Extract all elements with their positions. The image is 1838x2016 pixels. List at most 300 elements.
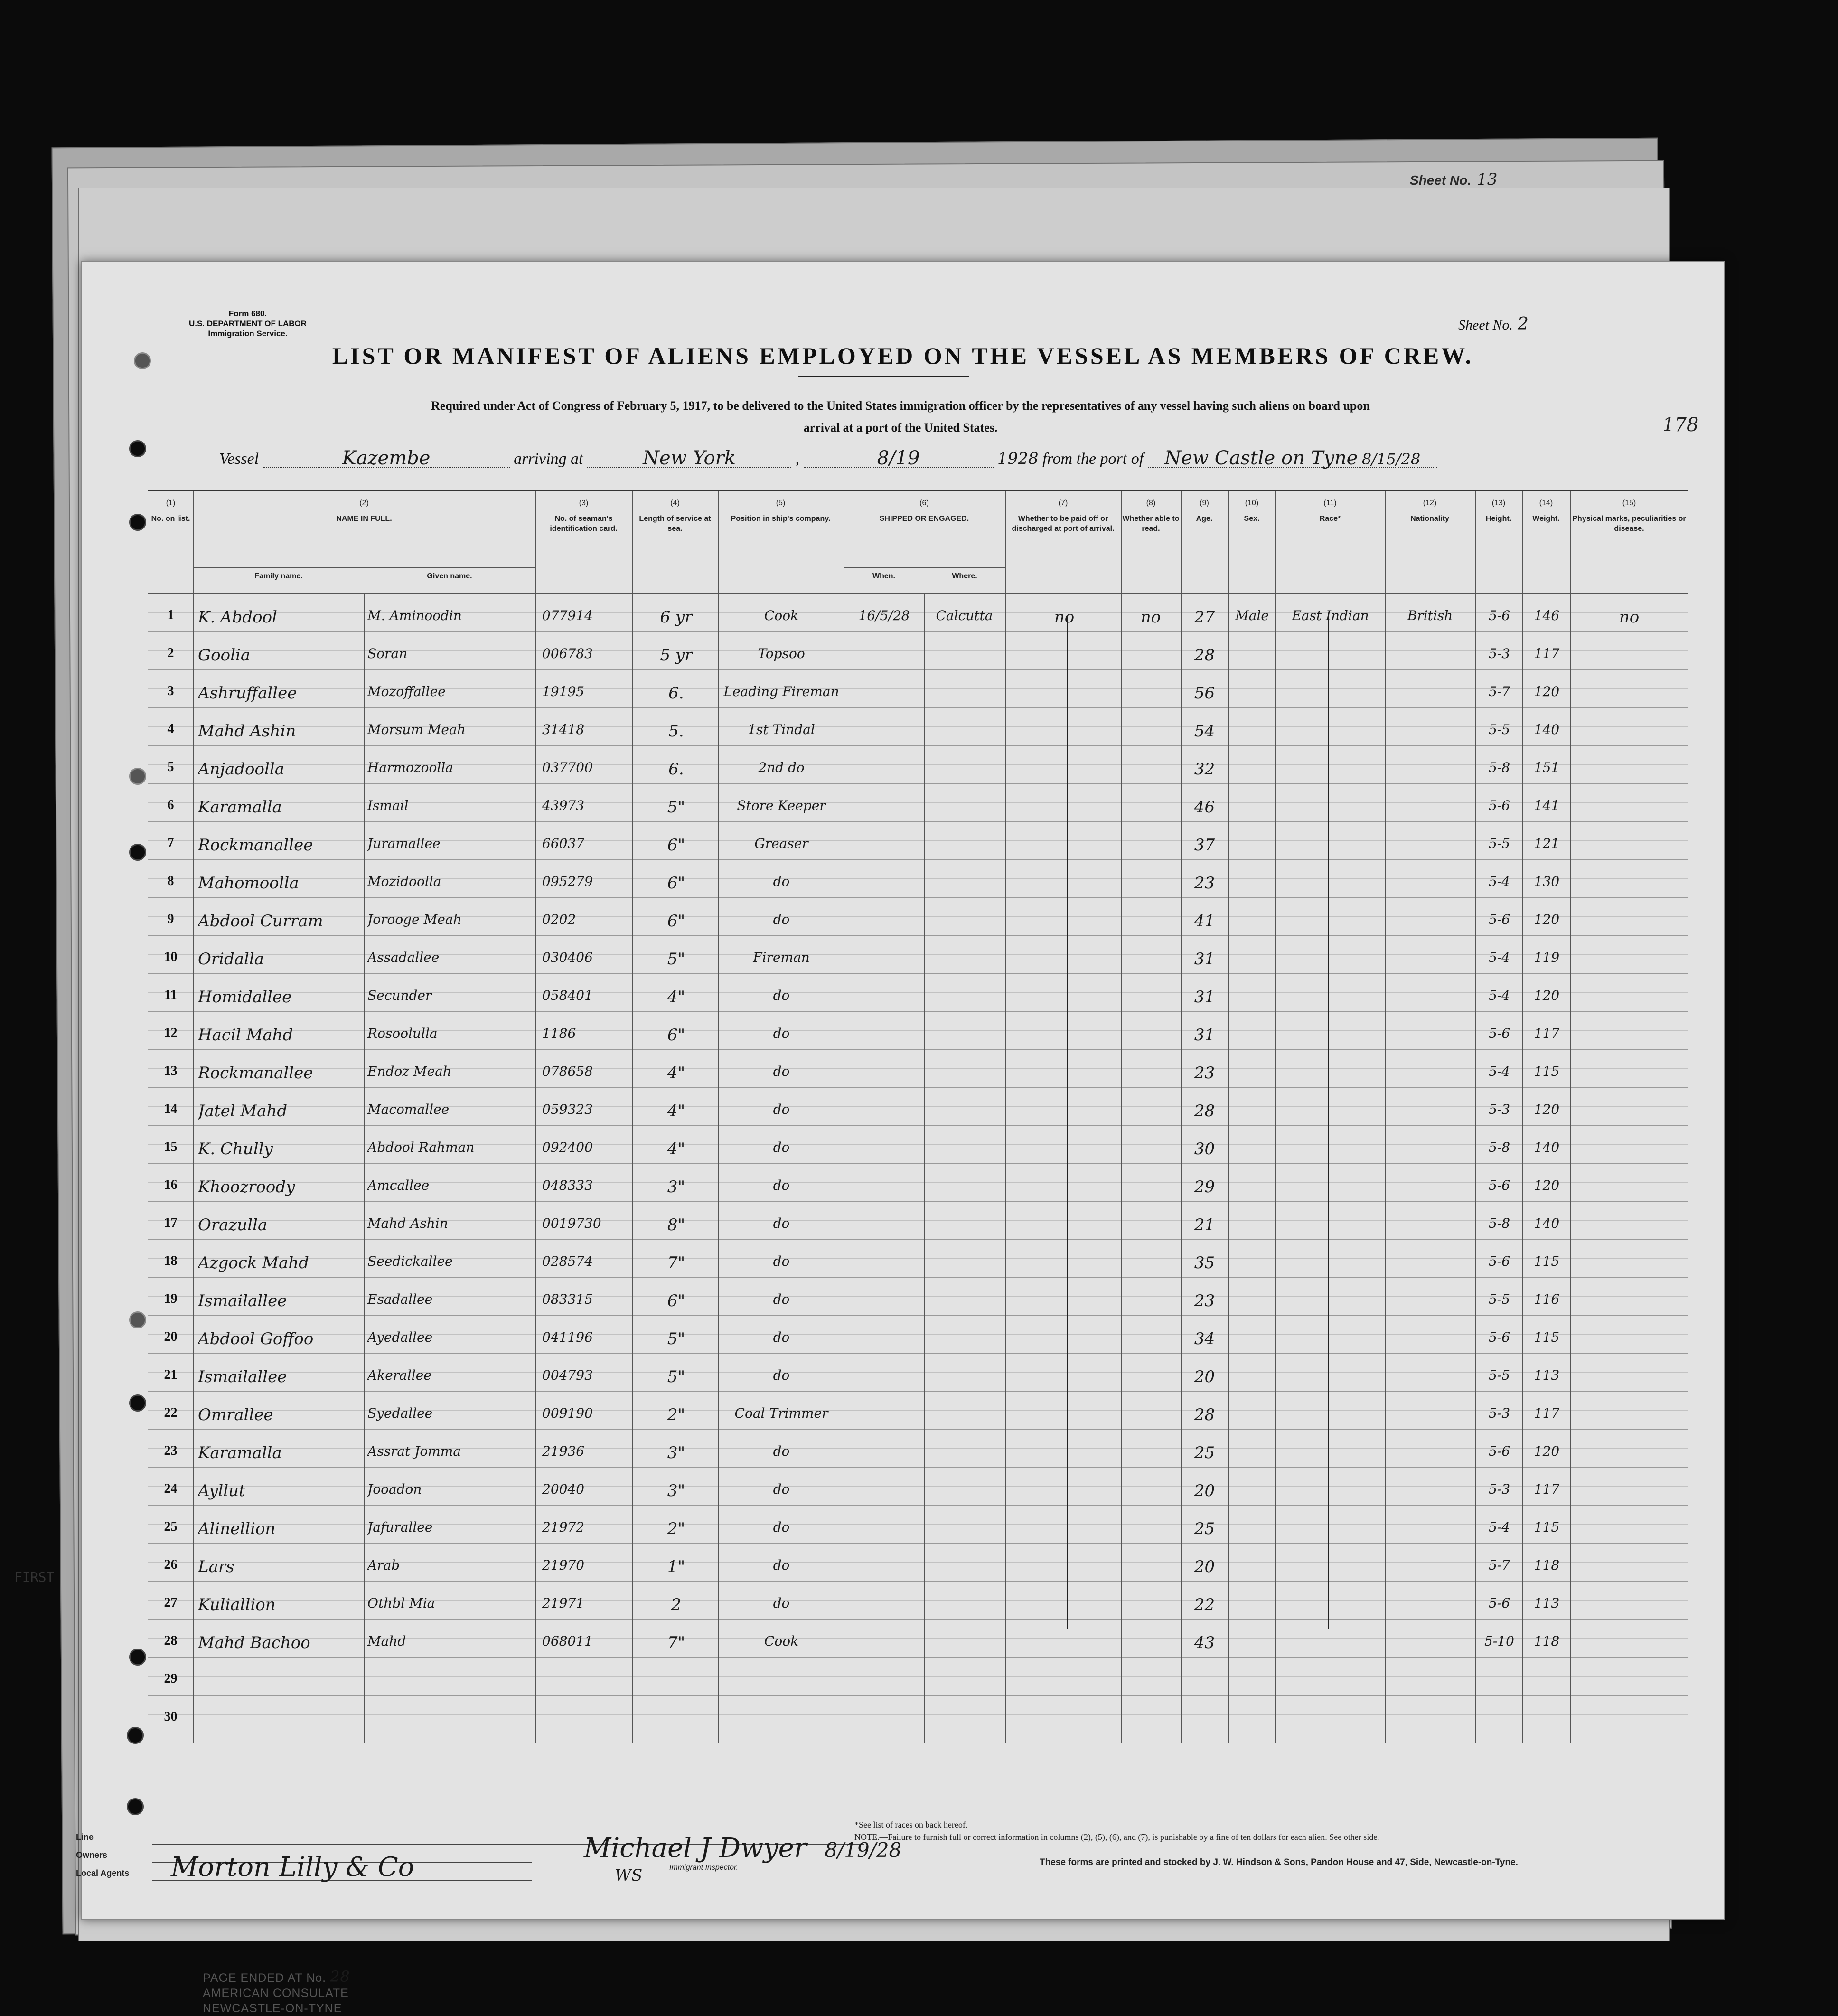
form-identifier [177, 309, 319, 339]
cell-family [198, 1671, 362, 1695]
cell-read [1122, 1291, 1179, 1315]
cell-paid [1007, 1405, 1121, 1429]
cell-sex [1229, 950, 1275, 973]
cell-age: 20 [1194, 1557, 1215, 1576]
signature-initials: WS [615, 1866, 643, 1885]
punch-hole [129, 440, 146, 457]
cell-family: Karamalla [198, 1443, 282, 1462]
cell-age: 21 [1194, 1215, 1215, 1234]
header-card: (3) No. of seaman's identification card. [535, 491, 633, 593]
column-rule [1570, 593, 1571, 1743]
cell-read [1122, 1709, 1179, 1733]
cell-when [845, 950, 923, 973]
cell-when [845, 1519, 923, 1543]
footer-labels [76, 1828, 129, 1882]
cell-no: 21 [164, 1367, 178, 1382]
table-row [148, 973, 1688, 1012]
cell-height: 5-4 [1488, 950, 1510, 965]
cell-sex [1229, 1178, 1275, 1201]
cell-service: 3" [667, 1443, 685, 1462]
table-row [148, 745, 1688, 784]
cell-family: Abdool Goffoo [198, 1329, 314, 1348]
cell-weight: 115 [1534, 1253, 1560, 1269]
cell-service [637, 1709, 715, 1733]
sheet-number-label: Sheet No. [1458, 317, 1513, 333]
cell-position: do [773, 1178, 790, 1193]
cell-when [845, 798, 923, 821]
stamp-page-ended: PAGE ENDED AT No. [203, 1971, 327, 1985]
cell-paid [1007, 1443, 1121, 1467]
cell-family: Ismailallee [198, 1367, 287, 1386]
cell-sex [1229, 1481, 1275, 1505]
cell-position: Coal Trimmer [734, 1405, 828, 1421]
cell-where [925, 646, 1003, 669]
cell-read [1122, 1178, 1179, 1201]
cell-service: 2" [667, 1519, 685, 1538]
cell-no: 5 [167, 760, 174, 774]
cell-card: 037700 [542, 760, 593, 775]
cell-service: 4" [667, 988, 685, 1007]
cell-family: K. Abdool [198, 608, 277, 627]
cell-position: Fireman [753, 950, 810, 965]
cell-height: 5-6 [1488, 1026, 1510, 1041]
subtitle-line-2: arrival at a port of the United States. [803, 421, 998, 434]
arrival-port: New York [643, 447, 736, 469]
cell-race [1277, 1064, 1384, 1087]
punch-hole [129, 768, 146, 785]
cell-nationality [1386, 722, 1474, 745]
cell-read [1122, 684, 1179, 707]
cell-race [1277, 836, 1384, 859]
cell-family: Hacil Mahd [198, 1026, 293, 1045]
cell-family: Jatel Mahd [198, 1102, 288, 1121]
cell-read [1122, 1367, 1179, 1391]
punch-hole [129, 514, 146, 531]
header-name: (2) NAME IN FULL. [193, 491, 536, 593]
stamp-page-ended-value: 28 [330, 1968, 350, 1986]
table-row [148, 1657, 1688, 1696]
cell-sex [1229, 1671, 1275, 1695]
cell-when [845, 1064, 923, 1087]
cell-height: 5-8 [1488, 1215, 1510, 1231]
cell-family: Goolia [198, 646, 251, 665]
consulate-stamp [203, 1969, 350, 2016]
cell-nationality [1386, 798, 1474, 821]
cell-position: do [773, 1481, 790, 1497]
cell-sex [1229, 1140, 1275, 1163]
cell-service: 7" [667, 1633, 685, 1652]
vessel-label: Vessel [219, 450, 259, 468]
cell-weight: 116 [1534, 1291, 1560, 1307]
cell-race [1277, 1102, 1384, 1125]
cell-paid [1007, 684, 1121, 707]
cell-race [1277, 1178, 1384, 1201]
cell-card: 31418 [542, 722, 585, 737]
cell-age: 23 [1194, 874, 1215, 893]
cell-weight: 121 [1534, 836, 1560, 851]
cell-paid: no [1054, 608, 1075, 627]
cell-position: do [773, 1140, 790, 1155]
table-row [148, 1277, 1688, 1316]
cell-card: 009190 [542, 1405, 593, 1421]
cell-nationality [1386, 950, 1474, 973]
cell-service: 6 yr [660, 608, 693, 627]
cell-family: Khoozroody [198, 1178, 295, 1196]
cell-given: Jooadon [367, 1481, 422, 1497]
cell-read [1122, 1064, 1179, 1087]
cell-sex [1229, 836, 1275, 859]
cell-family: Mahomoolla [198, 874, 299, 893]
cell-where [925, 1519, 1003, 1543]
cell-when [845, 874, 923, 897]
cell-service: 8" [667, 1215, 685, 1234]
cell-nationality [1386, 874, 1474, 897]
cell-where [925, 1405, 1003, 1429]
cell-height: 5-5 [1488, 1367, 1510, 1383]
footnotes [854, 1818, 1519, 1843]
cell-where [925, 1291, 1003, 1315]
cell-no: 30 [164, 1709, 178, 1724]
cell-given: Mozidoolla [367, 874, 441, 889]
column-rule [364, 593, 365, 1743]
cell-age: 25 [1194, 1443, 1215, 1462]
subtitle-line-1: Required under Act of Congress of February 5, 1917, to be delivered to the United States immigration officer by the representatives of any vessel having such aliens on board upon [431, 399, 1370, 413]
cell-service: 6" [667, 836, 685, 855]
cell-card: 004793 [542, 1367, 593, 1383]
cell-height: 5-6 [1488, 1443, 1510, 1459]
cell-weight: 117 [1534, 1481, 1560, 1497]
cell-height: 5-7 [1488, 1557, 1510, 1573]
arrival-year: 1928 [997, 449, 1039, 468]
cell-height: 5-6 [1488, 1595, 1510, 1611]
table-row [148, 593, 1688, 632]
cell-race [1277, 1481, 1384, 1505]
cell-card: 095279 [542, 874, 593, 889]
cell-position: 2nd do [758, 760, 805, 775]
cell-card: 21972 [542, 1519, 585, 1535]
cell-weight: 115 [1534, 1329, 1560, 1345]
cell-age: 25 [1194, 1519, 1215, 1538]
cell-age: 28 [1194, 646, 1215, 665]
cell-position: do [773, 1367, 790, 1383]
header-paid-off: (7) Whether to be paid off or discharged at port of arrival. [1005, 491, 1122, 593]
cell-height: 5-4 [1488, 874, 1510, 889]
cell-nationality [1386, 1102, 1474, 1125]
cell-marks [1572, 798, 1686, 821]
cell-when [845, 1595, 923, 1619]
cell-paid [1007, 1519, 1121, 1543]
cell-given: Soran [367, 646, 408, 661]
cell-sex [1229, 798, 1275, 821]
cell-weight: 141 [1534, 798, 1560, 813]
cell-position: do [773, 1291, 790, 1307]
cell-marks [1572, 1443, 1686, 1467]
cell-sex [1229, 1557, 1275, 1581]
cell-marks [1572, 1367, 1686, 1391]
cell-race [1277, 798, 1384, 821]
header-where: Where. [952, 572, 977, 580]
cell-height: 5-5 [1488, 722, 1510, 737]
cell-when [845, 1481, 923, 1505]
cell-family: Lars [198, 1557, 234, 1576]
cell-paid [1007, 1557, 1121, 1581]
cell-position: do [773, 988, 790, 1003]
cell-card: 092400 [542, 1140, 593, 1155]
cell-where [925, 1102, 1003, 1125]
table-row [148, 1315, 1688, 1354]
column-rule [1181, 593, 1182, 1743]
cell-paid [1007, 1671, 1121, 1695]
cell-position: do [773, 874, 790, 889]
table-row [148, 897, 1688, 936]
cell-given: Assrat Jomma [367, 1443, 461, 1459]
cell-no: 25 [164, 1519, 178, 1534]
cell-race [1277, 1595, 1384, 1619]
header-race: (11) Race* [1275, 491, 1386, 593]
cell-service: 4" [667, 1102, 685, 1121]
cell-paid [1007, 1709, 1121, 1733]
department-name: U.S. DEPARTMENT OF LABOR [188, 319, 307, 328]
cell-no: 15 [164, 1140, 178, 1154]
cell-read [1122, 836, 1179, 859]
cell-sex [1229, 1064, 1275, 1087]
table-row [148, 669, 1688, 708]
cell-age: 31 [1194, 1026, 1215, 1045]
cell-when: 16/5/28 [858, 608, 910, 623]
cell-no: 2 [167, 646, 174, 660]
table-row [148, 1391, 1688, 1430]
table-row [148, 1581, 1688, 1620]
cell-paid [1007, 874, 1121, 897]
cell-read [1122, 1481, 1179, 1505]
cell-height: 5-5 [1488, 1291, 1510, 1307]
cell-race [1277, 1519, 1384, 1543]
cell-read [1122, 760, 1179, 783]
cell-card: 1186 [542, 1026, 576, 1041]
cell-no: 18 [164, 1253, 178, 1268]
cell-position: do [773, 1064, 790, 1079]
cell-race [1277, 1709, 1384, 1733]
cell-marks [1572, 950, 1686, 973]
service-name: Immigration Service. [208, 329, 288, 338]
cell-given: Ayedallee [367, 1329, 433, 1345]
cell-weight: 130 [1534, 874, 1560, 889]
table-row [148, 1239, 1688, 1278]
cell-paid [1007, 988, 1121, 1011]
cell-family: K. Chully [198, 1140, 273, 1159]
header-position: (5) Position in ship's company. [718, 491, 844, 593]
cell-no: 22 [164, 1405, 178, 1420]
cell-sex [1229, 760, 1275, 783]
cell-when [845, 1709, 923, 1733]
cell-no: 28 [164, 1633, 178, 1648]
cell-read [1122, 912, 1179, 935]
departure-port-field [1148, 447, 1437, 468]
cell-nationality [1386, 760, 1474, 783]
cell-height [1476, 1671, 1522, 1695]
cell-age: 23 [1194, 1291, 1215, 1310]
cell-given: Juramallee [367, 836, 441, 851]
cell-position: do [773, 1215, 790, 1231]
cell-race [1277, 646, 1384, 669]
cell-nationality [1386, 1291, 1474, 1315]
cell-given: Jorooge Meah [367, 912, 462, 927]
cell-weight: 117 [1534, 1026, 1560, 1041]
cell-marks [1572, 1102, 1686, 1125]
cell-read [1122, 1253, 1179, 1277]
cell-no: 19 [164, 1291, 178, 1306]
cell-marks [1572, 1253, 1686, 1277]
cell-sex [1229, 874, 1275, 897]
cell-read [1122, 1329, 1179, 1353]
cell-race [1277, 760, 1384, 783]
signature-name: Michael J Dwyer [584, 1833, 807, 1864]
cell-height: 5-6 [1488, 912, 1510, 927]
ditto-bracket [1067, 615, 1068, 1629]
cell-where [925, 874, 1003, 897]
cell-no: 11 [164, 988, 177, 1002]
table-row [148, 1201, 1688, 1240]
cell-where [925, 1329, 1003, 1353]
cell-weight: 117 [1534, 1405, 1560, 1421]
cell-sex [1229, 988, 1275, 1011]
cell-nationality [1386, 1481, 1474, 1505]
cell-read [1122, 1633, 1179, 1657]
cell-no: 3 [167, 684, 174, 698]
cell-age: 20 [1194, 1481, 1215, 1500]
cell-marks [1572, 684, 1686, 707]
cell-card: 058401 [542, 988, 593, 1003]
cell-paid [1007, 1253, 1121, 1277]
cell-when [845, 1329, 923, 1353]
cell-nationality [1386, 1064, 1474, 1087]
cell-age: 30 [1194, 1140, 1215, 1159]
cell-weight: 117 [1534, 646, 1560, 661]
cell-service: 7" [667, 1253, 685, 1272]
cell-height: 5-4 [1488, 1064, 1510, 1079]
cell-nationality [1386, 1595, 1474, 1619]
cell-where [925, 1443, 1003, 1467]
cell-card: 0202 [542, 912, 576, 927]
stamp-consulate: AMERICAN CONSULATE [203, 1987, 349, 2000]
cell-sex [1229, 722, 1275, 745]
cell-height: 5-3 [1488, 1405, 1510, 1421]
header-marks: (15) Physical marks, peculiarities or disease. [1572, 499, 1686, 533]
header-weight: (14) Weight. [1522, 491, 1571, 593]
cell-paid [1007, 722, 1121, 745]
cell-when [845, 684, 923, 707]
cell-marks [1572, 1064, 1686, 1087]
cell-weight: 115 [1534, 1064, 1560, 1079]
cell-read [1122, 988, 1179, 1011]
cell-marks [1572, 874, 1686, 897]
cell-family: Mahd Bachoo [198, 1633, 310, 1652]
cell-position: do [773, 1329, 790, 1345]
cell-read [1122, 950, 1179, 973]
cell-age [1182, 1709, 1227, 1733]
cell-position: do [773, 1253, 790, 1269]
header-given-name: Given name. [427, 572, 472, 580]
cell-when [845, 1102, 923, 1125]
table-row [148, 707, 1688, 746]
cell-when [845, 1291, 923, 1315]
cell-family: Rockmanallee [198, 836, 313, 855]
cell-when [845, 1633, 923, 1657]
cell-where [925, 988, 1003, 1011]
punch-hole [129, 1649, 146, 1666]
cell-where [925, 1367, 1003, 1391]
cell-weight [1524, 1671, 1570, 1695]
cell-weight: 120 [1534, 1443, 1560, 1459]
cell-weight: 120 [1534, 1102, 1560, 1117]
cell-read [1122, 1140, 1179, 1163]
cell-read [1122, 1102, 1179, 1125]
cell-given: Endoz Meah [367, 1064, 451, 1079]
cell-position: do [773, 1102, 790, 1117]
cell-family: Orazulla [198, 1215, 268, 1234]
cell-nationality [1386, 988, 1474, 1011]
cell-where [925, 1215, 1003, 1239]
header-divider [193, 567, 535, 568]
cell-service: 5" [667, 1367, 685, 1386]
cell-when [845, 1215, 923, 1239]
cell-read [1122, 1595, 1179, 1619]
cell-sex [1229, 912, 1275, 935]
sheet-number-value: 2 [1517, 314, 1529, 334]
table-row [148, 1505, 1688, 1544]
cell-sex [1229, 1405, 1275, 1429]
cell-height [1476, 1709, 1522, 1733]
cell-where [925, 1595, 1003, 1619]
punch-hole [129, 1311, 146, 1328]
cell-race [1277, 950, 1384, 973]
cell-age: 23 [1194, 1064, 1215, 1083]
cell-paid [1007, 1102, 1121, 1125]
column-rule [1121, 593, 1122, 1743]
inspector-label: Immigrant Inspector. [669, 1864, 739, 1872]
cell-when [845, 1405, 923, 1429]
cell-height: 5-3 [1488, 1102, 1510, 1117]
cell-nationality [1386, 836, 1474, 859]
cell-when [845, 988, 923, 1011]
column-rule [924, 593, 925, 1743]
footnote-races: *See list of races on back hereof. [854, 1820, 968, 1829]
column-rule [1005, 593, 1006, 1743]
cell-height: 5-3 [1488, 646, 1510, 661]
cell-family: Oridalla [198, 950, 264, 969]
cell-nationality [1386, 646, 1474, 669]
cell-card: 21971 [542, 1595, 585, 1611]
cell-nationality [1386, 1709, 1474, 1733]
cell-marks [1572, 1595, 1686, 1619]
cell-service: 3" [667, 1481, 685, 1500]
cell-paid [1007, 1481, 1121, 1505]
cell-family: Abdool Curram [198, 912, 323, 931]
ditto-bracket [1328, 615, 1329, 1629]
cell-nationality [1386, 1367, 1474, 1391]
table-row [148, 783, 1688, 822]
cell-weight: 140 [1534, 1140, 1560, 1155]
cell-sex [1229, 1102, 1275, 1125]
table-row [148, 1619, 1688, 1658]
cell-where [925, 1064, 1003, 1087]
header-shipped: (6) SHIPPED OR ENGAGED. [844, 491, 1006, 593]
footer-line-label: Line [76, 1832, 94, 1842]
cell-card: 078658 [542, 1064, 593, 1079]
footer-agents-label: Local Agents [76, 1868, 130, 1878]
signature-date: 8/19/28 [825, 1838, 902, 1862]
cell-age: 41 [1194, 912, 1215, 931]
